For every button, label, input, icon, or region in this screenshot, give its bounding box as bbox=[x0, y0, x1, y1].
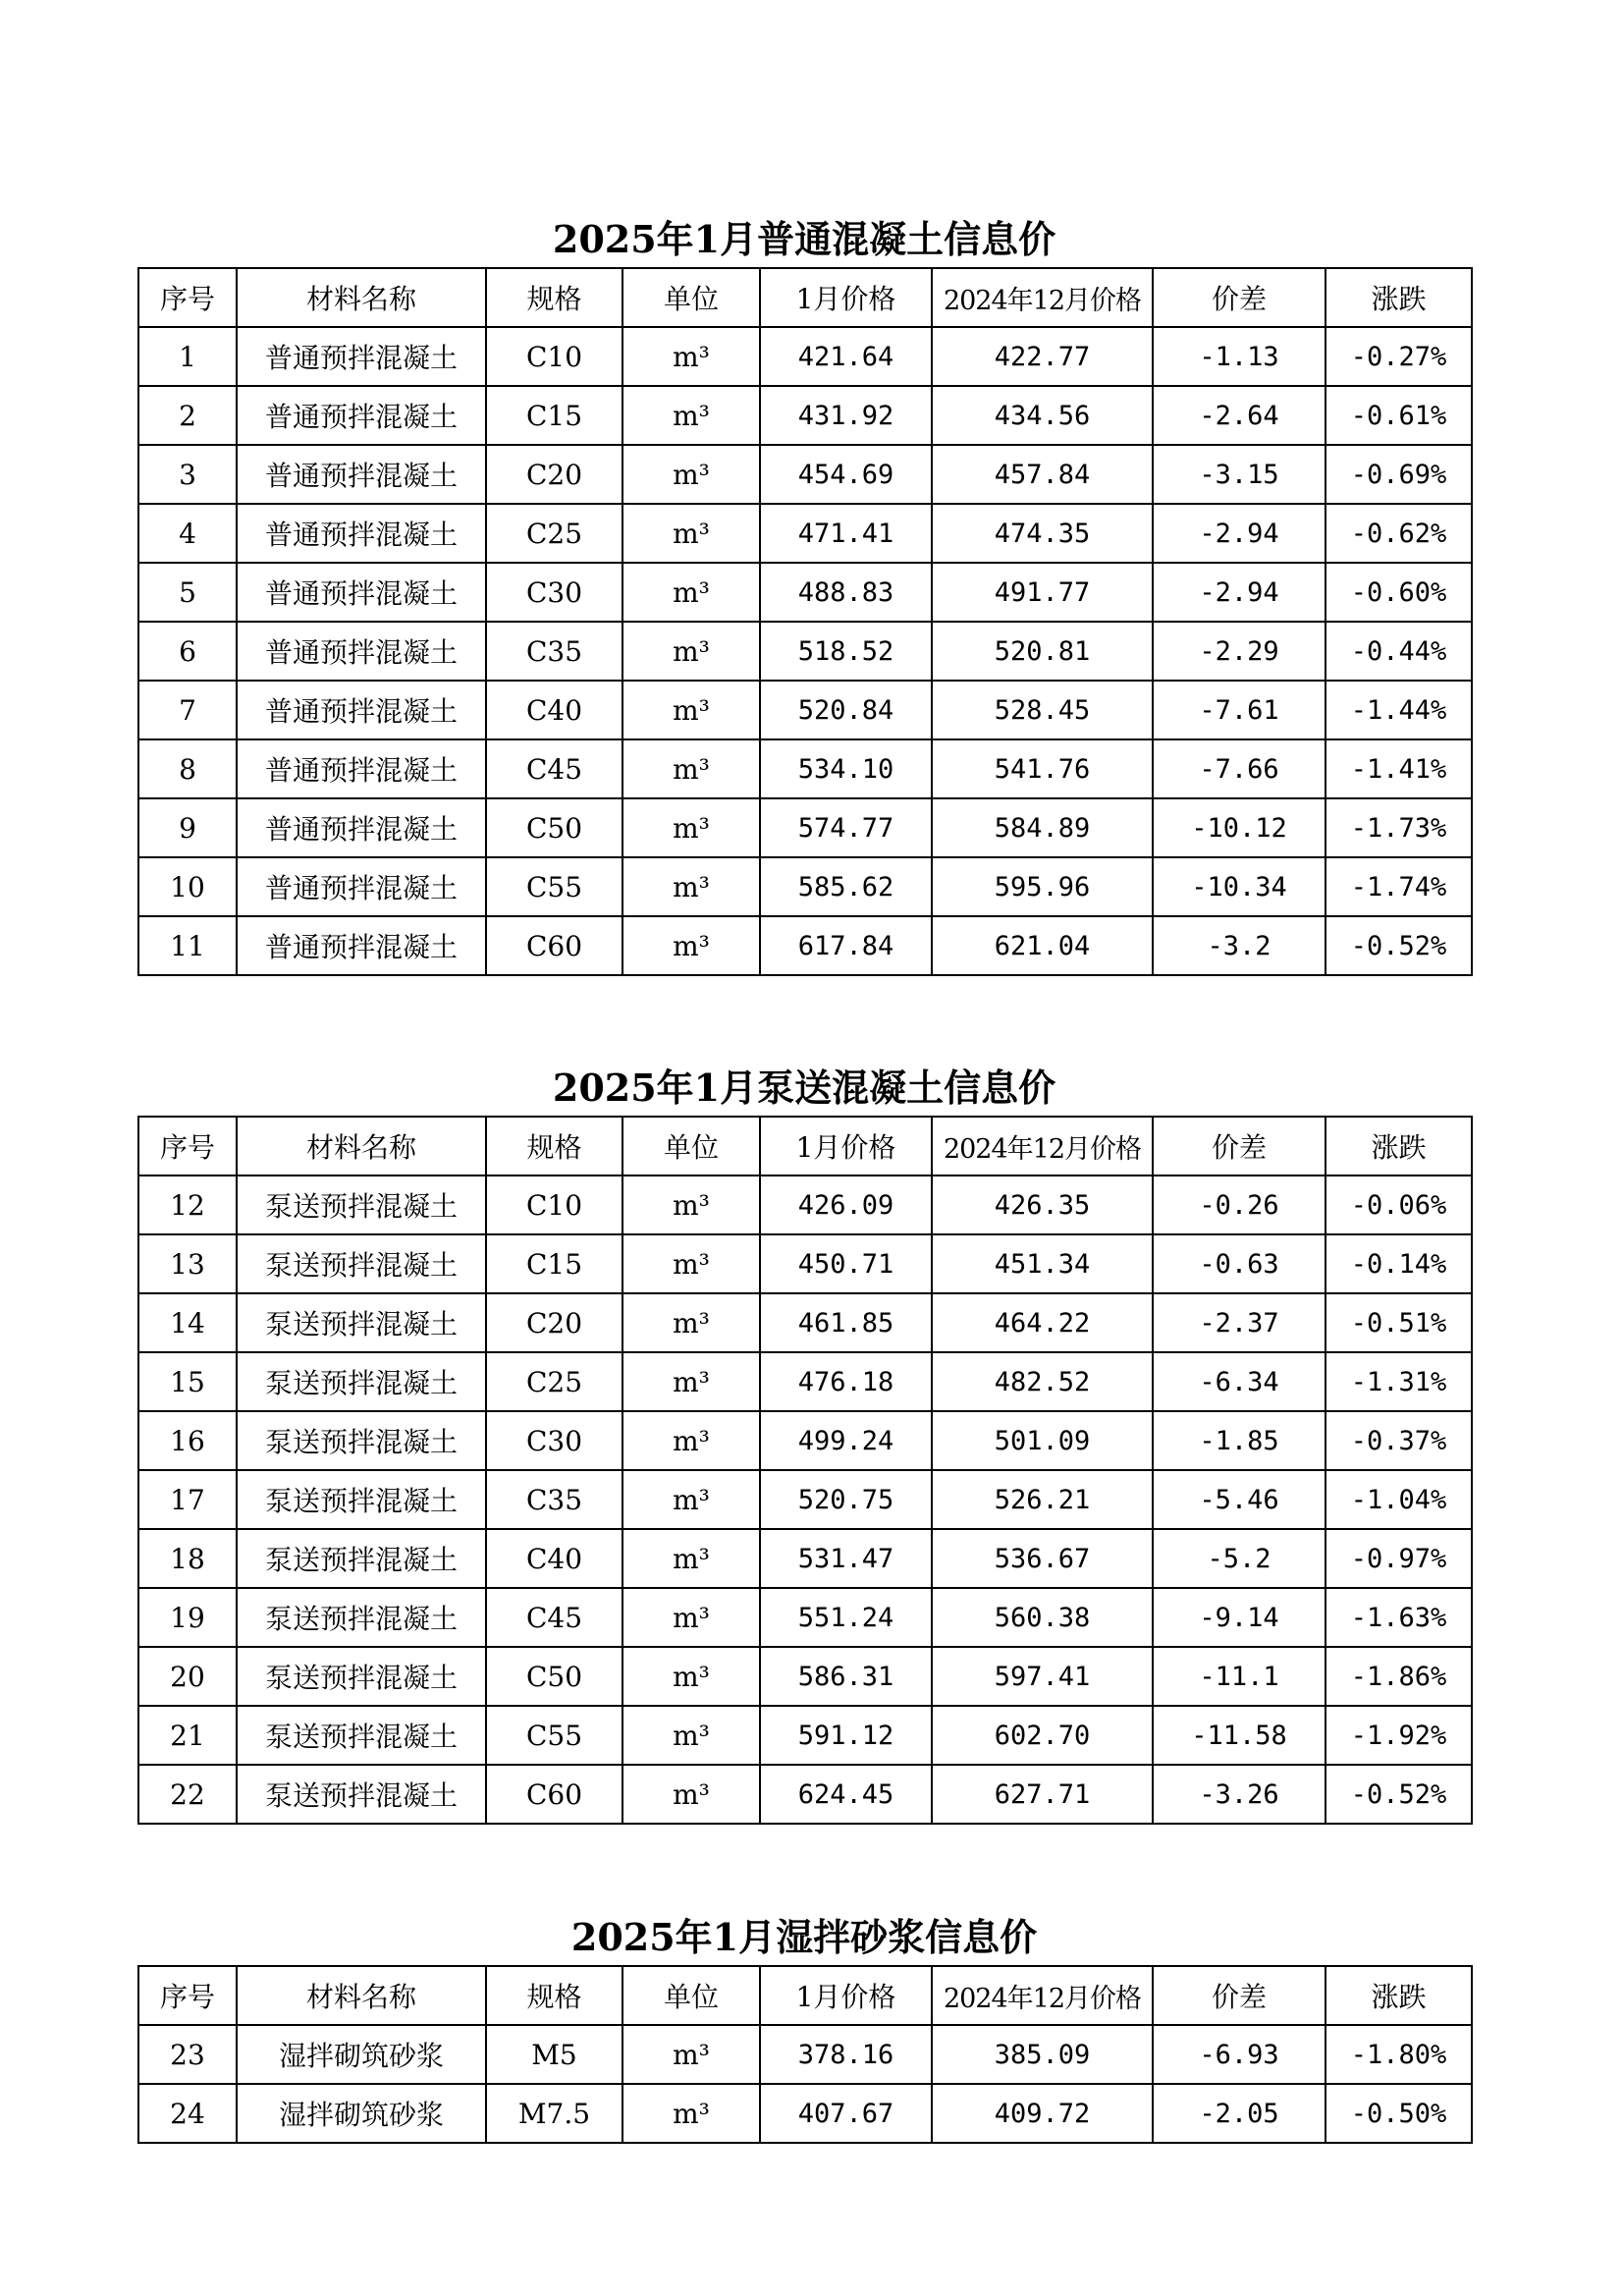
cell-col-index: 6 bbox=[138, 622, 237, 681]
table-row bbox=[138, 1352, 1472, 1411]
table-row bbox=[138, 622, 1472, 681]
header-col-unit: 单位 bbox=[622, 1966, 760, 2025]
cell-col-index: 23 bbox=[138, 2025, 237, 2084]
cell-col-unit: m³ bbox=[622, 739, 760, 798]
cell-col-index: 18 bbox=[138, 1529, 237, 1588]
cell-col-unit: m³ bbox=[622, 327, 760, 386]
cell-col-material-name: 普通预拌混凝土 bbox=[237, 739, 486, 798]
section-wet-mortar bbox=[137, 1910, 1471, 2144]
cell-col-spec: C40 bbox=[486, 681, 622, 739]
cell-col-unit: m³ bbox=[622, 1529, 760, 1588]
cell-col-unit: m³ bbox=[622, 798, 760, 857]
cell-col-spec: C35 bbox=[486, 622, 622, 681]
cell-col-price-diff: -5.2 bbox=[1153, 1529, 1325, 1588]
cell-col-jan-price: 624.45 bbox=[760, 1765, 932, 1824]
cell-col-unit: m³ bbox=[622, 504, 760, 563]
cell-col-material-name: 普通预拌混凝土 bbox=[237, 798, 486, 857]
cell-col-unit: m³ bbox=[622, 2025, 760, 2084]
cell-col-unit: m³ bbox=[622, 1588, 760, 1647]
table-row bbox=[138, 1588, 1472, 1647]
header-col-unit: 单位 bbox=[622, 268, 760, 327]
cell-col-change-pct: -0.62% bbox=[1325, 504, 1472, 563]
header-col-material-name: 材料名称 bbox=[237, 268, 486, 327]
cell-col-change-pct: -0.97% bbox=[1325, 1529, 1472, 1588]
cell-col-dec-2024-price: 541.76 bbox=[932, 739, 1153, 798]
header-col-dec-2024-price: 2024年12月价格 bbox=[932, 268, 1153, 327]
table-row bbox=[138, 386, 1472, 445]
cell-col-dec-2024-price: 528.45 bbox=[932, 681, 1153, 739]
cell-col-unit: m³ bbox=[622, 1175, 760, 1234]
cell-col-jan-price: 461.85 bbox=[760, 1293, 932, 1352]
cell-col-jan-price: 450.71 bbox=[760, 1234, 932, 1293]
cell-col-jan-price: 454.69 bbox=[760, 445, 932, 504]
cell-col-dec-2024-price: 536.67 bbox=[932, 1529, 1153, 1588]
cell-col-jan-price: 476.18 bbox=[760, 1352, 932, 1411]
cell-col-price-diff: -11.1 bbox=[1153, 1647, 1325, 1706]
cell-col-material-name: 普通预拌混凝土 bbox=[237, 622, 486, 681]
cell-col-material-name: 湿拌砌筑砂浆 bbox=[237, 2084, 486, 2143]
table-row bbox=[138, 1470, 1472, 1529]
table-row bbox=[138, 739, 1472, 798]
cell-col-dec-2024-price: 434.56 bbox=[932, 386, 1153, 445]
cell-col-dec-2024-price: 602.70 bbox=[932, 1706, 1153, 1765]
cell-col-change-pct: -1.73% bbox=[1325, 798, 1472, 857]
cell-col-material-name: 泵送预拌混凝土 bbox=[237, 1706, 486, 1765]
cell-col-unit: m³ bbox=[622, 1647, 760, 1706]
cell-col-dec-2024-price: 457.84 bbox=[932, 445, 1153, 504]
cell-col-material-name: 普通预拌混凝土 bbox=[237, 504, 486, 563]
table-row bbox=[138, 563, 1472, 622]
cell-col-jan-price: 378.16 bbox=[760, 2025, 932, 2084]
cell-col-price-diff: -3.2 bbox=[1153, 916, 1325, 975]
cell-col-index: 1 bbox=[138, 327, 237, 386]
cell-col-spec: C15 bbox=[486, 386, 622, 445]
cell-col-price-diff: -2.94 bbox=[1153, 563, 1325, 622]
cell-col-dec-2024-price: 526.21 bbox=[932, 1470, 1153, 1529]
cell-col-jan-price: 617.84 bbox=[760, 916, 932, 975]
cell-col-spec: C60 bbox=[486, 916, 622, 975]
cell-col-change-pct: -0.52% bbox=[1325, 1765, 1472, 1824]
cell-col-price-diff: -1.85 bbox=[1153, 1411, 1325, 1470]
cell-col-price-diff: -2.64 bbox=[1153, 386, 1325, 445]
cell-col-dec-2024-price: 491.77 bbox=[932, 563, 1153, 622]
cell-col-spec: C25 bbox=[486, 504, 622, 563]
cell-col-price-diff: -2.37 bbox=[1153, 1293, 1325, 1352]
cell-col-change-pct: -1.92% bbox=[1325, 1706, 1472, 1765]
cell-col-spec: M7.5 bbox=[486, 2084, 622, 2143]
header-col-spec: 规格 bbox=[486, 1966, 622, 2025]
cell-col-unit: m³ bbox=[622, 563, 760, 622]
cell-col-price-diff: -2.29 bbox=[1153, 622, 1325, 681]
cell-col-spec: C30 bbox=[486, 1411, 622, 1470]
header-col-price-diff: 价差 bbox=[1153, 1117, 1325, 1175]
header-col-dec-2024-price: 2024年12月价格 bbox=[932, 1117, 1153, 1175]
cell-col-index: 4 bbox=[138, 504, 237, 563]
table-header-row bbox=[138, 1966, 1472, 2025]
cell-col-index: 9 bbox=[138, 798, 237, 857]
cell-col-price-diff: -10.34 bbox=[1153, 857, 1325, 916]
cell-col-change-pct: -0.60% bbox=[1325, 563, 1472, 622]
cell-col-jan-price: 407.67 bbox=[760, 2084, 932, 2143]
cell-col-material-name: 泵送预拌混凝土 bbox=[237, 1293, 486, 1352]
cell-col-jan-price: 585.62 bbox=[760, 857, 932, 916]
cell-col-material-name: 泵送预拌混凝土 bbox=[237, 1234, 486, 1293]
cell-col-jan-price: 431.92 bbox=[760, 386, 932, 445]
cell-col-material-name: 普通预拌混凝土 bbox=[237, 857, 486, 916]
cell-col-dec-2024-price: 482.52 bbox=[932, 1352, 1153, 1411]
header-col-price-diff: 价差 bbox=[1153, 1966, 1325, 2025]
price-table bbox=[137, 267, 1473, 976]
cell-col-change-pct: -0.44% bbox=[1325, 622, 1472, 681]
cell-col-price-diff: -2.94 bbox=[1153, 504, 1325, 563]
cell-col-jan-price: 518.52 bbox=[760, 622, 932, 681]
table-row bbox=[138, 1175, 1472, 1234]
table-row bbox=[138, 327, 1472, 386]
cell-col-dec-2024-price: 426.35 bbox=[932, 1175, 1153, 1234]
cell-col-spec: C40 bbox=[486, 1529, 622, 1588]
cell-col-change-pct: -1.86% bbox=[1325, 1647, 1472, 1706]
cell-col-index: 2 bbox=[138, 386, 237, 445]
cell-col-material-name: 泵送预拌混凝土 bbox=[237, 1529, 486, 1588]
cell-col-spec: C10 bbox=[486, 1175, 622, 1234]
cell-col-spec: C20 bbox=[486, 445, 622, 504]
table-header-row bbox=[138, 268, 1472, 327]
header-col-material-name: 材料名称 bbox=[237, 1966, 486, 2025]
cell-col-index: 20 bbox=[138, 1647, 237, 1706]
cell-col-price-diff: -1.13 bbox=[1153, 327, 1325, 386]
table-row bbox=[138, 1647, 1472, 1706]
cell-col-material-name: 泵送预拌混凝土 bbox=[237, 1175, 486, 1234]
header-col-spec: 规格 bbox=[486, 1117, 622, 1175]
cell-col-spec: C60 bbox=[486, 1765, 622, 1824]
cell-col-price-diff: -3.15 bbox=[1153, 445, 1325, 504]
header-col-unit: 单位 bbox=[622, 1117, 760, 1175]
cell-col-spec: C35 bbox=[486, 1470, 622, 1529]
table-row bbox=[138, 1529, 1472, 1588]
cell-col-material-name: 泵送预拌混凝土 bbox=[237, 1588, 486, 1647]
cell-col-dec-2024-price: 409.72 bbox=[932, 2084, 1153, 2143]
cell-col-unit: m³ bbox=[622, 1293, 760, 1352]
cell-col-jan-price: 520.75 bbox=[760, 1470, 932, 1529]
cell-col-change-pct: -0.06% bbox=[1325, 1175, 1472, 1234]
cell-col-price-diff: -3.26 bbox=[1153, 1765, 1325, 1824]
cell-col-index: 8 bbox=[138, 739, 237, 798]
cell-col-spec: C10 bbox=[486, 327, 622, 386]
header-col-material-name: 材料名称 bbox=[237, 1117, 486, 1175]
cell-col-price-diff: -6.34 bbox=[1153, 1352, 1325, 1411]
cell-col-index: 14 bbox=[138, 1293, 237, 1352]
cell-col-unit: m³ bbox=[622, 1352, 760, 1411]
cell-col-price-diff: -10.12 bbox=[1153, 798, 1325, 857]
cell-col-jan-price: 499.24 bbox=[760, 1411, 932, 1470]
cell-col-spec: C55 bbox=[486, 1706, 622, 1765]
cell-col-change-pct: -0.51% bbox=[1325, 1293, 1472, 1352]
table-row bbox=[138, 681, 1472, 739]
cell-col-spec: M5 bbox=[486, 2025, 622, 2084]
header-col-change-pct: 涨跌 bbox=[1325, 1966, 1472, 2025]
cell-col-index: 3 bbox=[138, 445, 237, 504]
cell-col-index: 12 bbox=[138, 1175, 237, 1234]
cell-col-index: 19 bbox=[138, 1588, 237, 1647]
cell-col-change-pct: -0.14% bbox=[1325, 1234, 1472, 1293]
cell-col-price-diff: -2.05 bbox=[1153, 2084, 1325, 2143]
cell-col-dec-2024-price: 501.09 bbox=[932, 1411, 1153, 1470]
header-col-change-pct: 涨跌 bbox=[1325, 268, 1472, 327]
cell-col-change-pct: -1.44% bbox=[1325, 681, 1472, 739]
cell-col-price-diff: -0.26 bbox=[1153, 1175, 1325, 1234]
cell-col-unit: m³ bbox=[622, 1765, 760, 1824]
cell-col-change-pct: -0.50% bbox=[1325, 2084, 1472, 2143]
section-ordinary-concrete bbox=[137, 212, 1471, 976]
price-table bbox=[137, 1965, 1473, 2144]
cell-col-unit: m³ bbox=[622, 2084, 760, 2143]
cell-col-price-diff: -5.46 bbox=[1153, 1470, 1325, 1529]
cell-col-jan-price: 586.31 bbox=[760, 1647, 932, 1706]
cell-col-price-diff: -6.93 bbox=[1153, 2025, 1325, 2084]
cell-col-spec: C25 bbox=[486, 1352, 622, 1411]
table-header-row bbox=[138, 1117, 1472, 1175]
cell-col-price-diff: -7.66 bbox=[1153, 739, 1325, 798]
cell-col-jan-price: 531.47 bbox=[760, 1529, 932, 1588]
cell-col-jan-price: 421.64 bbox=[760, 327, 932, 386]
cell-col-unit: m³ bbox=[622, 1234, 760, 1293]
cell-col-material-name: 普通预拌混凝土 bbox=[237, 916, 486, 975]
cell-col-price-diff: -9.14 bbox=[1153, 1588, 1325, 1647]
table-row bbox=[138, 2084, 1472, 2143]
table-row bbox=[138, 504, 1472, 563]
header-col-index: 序号 bbox=[138, 1117, 237, 1175]
cell-col-change-pct: -1.31% bbox=[1325, 1352, 1472, 1411]
cell-col-change-pct: -1.04% bbox=[1325, 1470, 1472, 1529]
table-row bbox=[138, 1293, 1472, 1352]
cell-col-spec: C50 bbox=[486, 1647, 622, 1706]
cell-col-dec-2024-price: 584.89 bbox=[932, 798, 1153, 857]
cell-col-jan-price: 426.09 bbox=[760, 1175, 932, 1234]
cell-col-change-pct: -1.63% bbox=[1325, 1588, 1472, 1647]
cell-col-unit: m³ bbox=[622, 857, 760, 916]
cell-col-dec-2024-price: 627.71 bbox=[932, 1765, 1153, 1824]
cell-col-index: 21 bbox=[138, 1706, 237, 1765]
cell-col-price-diff: -0.63 bbox=[1153, 1234, 1325, 1293]
cell-col-dec-2024-price: 464.22 bbox=[932, 1293, 1153, 1352]
cell-col-spec: C45 bbox=[486, 1588, 622, 1647]
cell-col-index: 17 bbox=[138, 1470, 237, 1529]
section-pumped-concrete bbox=[137, 1061, 1471, 1825]
cell-col-material-name: 普通预拌混凝土 bbox=[237, 681, 486, 739]
table-row bbox=[138, 1765, 1472, 1824]
cell-col-index: 16 bbox=[138, 1411, 237, 1470]
cell-col-spec: C45 bbox=[486, 739, 622, 798]
cell-col-index: 5 bbox=[138, 563, 237, 622]
cell-col-dec-2024-price: 560.38 bbox=[932, 1588, 1153, 1647]
cell-col-dec-2024-price: 520.81 bbox=[932, 622, 1153, 681]
cell-col-material-name: 泵送预拌混凝土 bbox=[237, 1647, 486, 1706]
price-table bbox=[137, 1116, 1473, 1825]
cell-col-spec: C20 bbox=[486, 1293, 622, 1352]
cell-col-material-name: 普通预拌混凝土 bbox=[237, 445, 486, 504]
cell-col-spec: C55 bbox=[486, 857, 622, 916]
cell-col-unit: m³ bbox=[622, 1470, 760, 1529]
cell-col-change-pct: -0.37% bbox=[1325, 1411, 1472, 1470]
cell-col-jan-price: 591.12 bbox=[760, 1706, 932, 1765]
table-row bbox=[138, 857, 1472, 916]
cell-col-material-name: 泵送预拌混凝土 bbox=[237, 1765, 486, 1824]
header-col-dec-2024-price: 2024年12月价格 bbox=[932, 1966, 1153, 2025]
cell-col-index: 7 bbox=[138, 681, 237, 739]
cell-col-unit: m³ bbox=[622, 445, 760, 504]
table-row bbox=[138, 798, 1472, 857]
header-col-price-diff: 价差 bbox=[1153, 268, 1325, 327]
cell-col-material-name: 泵送预拌混凝土 bbox=[237, 1470, 486, 1529]
table-row bbox=[138, 1411, 1472, 1470]
cell-col-price-diff: -7.61 bbox=[1153, 681, 1325, 739]
cell-col-jan-price: 471.41 bbox=[760, 504, 932, 563]
cell-col-spec: C50 bbox=[486, 798, 622, 857]
cell-col-change-pct: -0.69% bbox=[1325, 445, 1472, 504]
header-col-index: 序号 bbox=[138, 1966, 237, 2025]
cell-col-dec-2024-price: 451.34 bbox=[932, 1234, 1153, 1293]
cell-col-dec-2024-price: 422.77 bbox=[932, 327, 1153, 386]
section-title: 2025年1月普通混凝土信息价 bbox=[552, 217, 1056, 261]
table-row bbox=[138, 445, 1472, 504]
cell-col-material-name: 普通预拌混凝土 bbox=[237, 327, 486, 386]
cell-col-index: 11 bbox=[138, 916, 237, 975]
cell-col-unit: m³ bbox=[622, 1411, 760, 1470]
table-row bbox=[138, 2025, 1472, 2084]
cell-col-jan-price: 488.83 bbox=[760, 563, 932, 622]
header-col-jan-price: 1月价格 bbox=[760, 1966, 932, 2025]
cell-col-material-name: 普通预拌混凝土 bbox=[237, 386, 486, 445]
cell-col-material-name: 湿拌砌筑砂浆 bbox=[237, 2025, 486, 2084]
cell-col-change-pct: -1.74% bbox=[1325, 857, 1472, 916]
cell-col-unit: m³ bbox=[622, 1706, 760, 1765]
cell-col-change-pct: -1.80% bbox=[1325, 2025, 1472, 2084]
header-col-index: 序号 bbox=[138, 268, 237, 327]
cell-col-unit: m³ bbox=[622, 916, 760, 975]
header-col-spec: 规格 bbox=[486, 268, 622, 327]
cell-col-jan-price: 520.84 bbox=[760, 681, 932, 739]
table-row bbox=[138, 1234, 1472, 1293]
cell-col-dec-2024-price: 621.04 bbox=[932, 916, 1153, 975]
cell-col-unit: m³ bbox=[622, 681, 760, 739]
cell-col-index: 13 bbox=[138, 1234, 237, 1293]
cell-col-index: 22 bbox=[138, 1765, 237, 1824]
header-col-jan-price: 1月价格 bbox=[760, 1117, 932, 1175]
cell-col-index: 24 bbox=[138, 2084, 237, 2143]
cell-col-index: 15 bbox=[138, 1352, 237, 1411]
table-row bbox=[138, 1706, 1472, 1765]
cell-col-change-pct: -0.27% bbox=[1325, 327, 1472, 386]
cell-col-index: 10 bbox=[138, 857, 237, 916]
cell-col-dec-2024-price: 385.09 bbox=[932, 2025, 1153, 2084]
cell-col-unit: m³ bbox=[622, 622, 760, 681]
cell-col-change-pct: -0.52% bbox=[1325, 916, 1472, 975]
table-row bbox=[138, 916, 1472, 975]
cell-col-unit: m³ bbox=[622, 386, 760, 445]
cell-col-dec-2024-price: 595.96 bbox=[932, 857, 1153, 916]
header-col-jan-price: 1月价格 bbox=[760, 268, 932, 327]
cell-col-material-name: 普通预拌混凝土 bbox=[237, 563, 486, 622]
cell-col-spec: C30 bbox=[486, 563, 622, 622]
cell-col-jan-price: 534.10 bbox=[760, 739, 932, 798]
cell-col-jan-price: 574.77 bbox=[760, 798, 932, 857]
header-col-change-pct: 涨跌 bbox=[1325, 1117, 1472, 1175]
cell-col-material-name: 泵送预拌混凝土 bbox=[237, 1411, 486, 1470]
cell-col-jan-price: 551.24 bbox=[760, 1588, 932, 1647]
cell-col-change-pct: -0.61% bbox=[1325, 386, 1472, 445]
cell-col-spec: C15 bbox=[486, 1234, 622, 1293]
cell-col-change-pct: -1.41% bbox=[1325, 739, 1472, 798]
section-title: 2025年1月湿拌砂浆信息价 bbox=[570, 1915, 1038, 1959]
cell-col-dec-2024-price: 597.41 bbox=[932, 1647, 1153, 1706]
cell-col-price-diff: -11.58 bbox=[1153, 1706, 1325, 1765]
section-title: 2025年1月泵送混凝土信息价 bbox=[552, 1066, 1056, 1110]
cell-col-material-name: 泵送预拌混凝土 bbox=[237, 1352, 486, 1411]
cell-col-dec-2024-price: 474.35 bbox=[932, 504, 1153, 563]
